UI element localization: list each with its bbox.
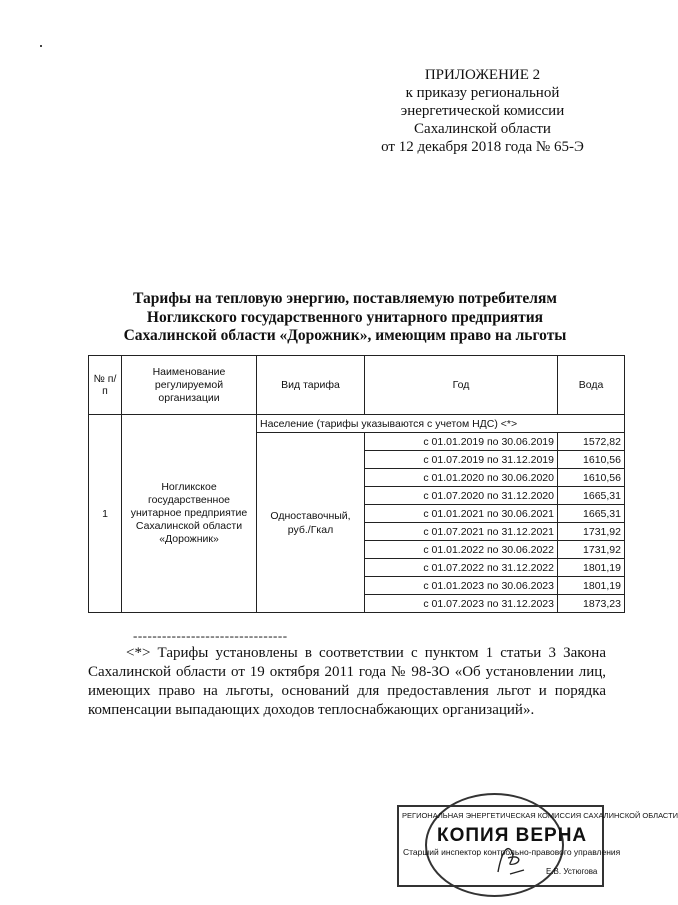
appendix-line: Сахалинской области <box>414 121 551 137</box>
scan-speck <box>40 45 42 47</box>
period-cell: с 01.01.2022 по 30.06.2022 <box>365 541 558 559</box>
title-line: Ногликского государственного унитарного предприятия <box>146 308 544 326</box>
title-line: Тарифы на тепловую энергию, поставляемую потребителям <box>133 290 557 307</box>
stamp-position: Старший инспектор контрольно-правового управления <box>403 847 621 857</box>
value-cell: 1731,92 <box>558 523 625 541</box>
value-cell: 1731,92 <box>558 541 625 559</box>
stamp-org: РЕГИОНАЛЬНАЯ ЭНЕРГЕТИЧЕСКАЯ КОМИССИЯ САХАЛИНСКОЙ ОБЛАСТИ <box>402 811 678 820</box>
period-cell: с 01.01.2019 по 30.06.2019 <box>365 433 558 451</box>
footnote-separator: -------------------------------- <box>133 628 288 643</box>
period-cell: с 01.07.2023 по 31.12.2023 <box>365 595 558 613</box>
value-cell: 1873,23 <box>558 595 625 613</box>
value-cell: 1572,82 <box>558 433 625 451</box>
document-title <box>110 290 580 346</box>
period-cell: с 01.01.2020 по 30.06.2020 <box>365 469 558 487</box>
header-number: № п/п <box>89 356 122 415</box>
table-row <box>89 415 625 433</box>
title-line: Сахалинской области «Дорожник», имеющим право на льготы <box>123 327 567 344</box>
value-cell: 1665,31 <box>558 505 625 523</box>
period-cell: с 01.07.2019 по 31.12.2019 <box>365 451 558 469</box>
stamp-name: Е.В. Устюгова <box>546 867 598 876</box>
value-cell: 1801,19 <box>558 559 625 577</box>
value-cell: 1665,31 <box>558 487 625 505</box>
tariff-type: Одноставочный, руб./Гкал <box>257 433 365 613</box>
period-cell: с 01.07.2022 по 31.12.2022 <box>365 559 558 577</box>
table-header-row <box>89 356 625 415</box>
header-tariff-type: Вид тарифа <box>257 356 365 415</box>
period-cell: с 01.01.2023 по 30.06.2023 <box>365 577 558 595</box>
appendix-date: от 12 декабря 2018 года № 65-Э <box>381 139 584 155</box>
header-water: Вода <box>558 356 625 415</box>
footnote-text: <*> Тарифы установлены в соответствии с пунктом 1 статьи 3 Закона Сахалинской области от 19 октября 2011 года № 98-ЗО «Об установлении лиц, имеющих право на льготы, оснований для предоставления льгот и порядка компенсации выпадающих доходов теплоснабжающих организаций». <box>88 645 606 718</box>
appendix-number: ПРИЛОЖЕНИЕ 2 <box>424 67 541 83</box>
tariff-table <box>88 355 625 613</box>
appendix-header <box>360 66 605 156</box>
stamp-copy-label: КОПИЯ ВЕРНА <box>437 825 588 846</box>
period-cell: с 01.01.2021 по 30.06.2021 <box>365 505 558 523</box>
header-organization: Наименование регулируемой организации <box>122 356 257 415</box>
population-note: Население (тарифы указываются с учетом НДС) <*> <box>257 415 625 433</box>
appendix-line: к приказу региональной <box>405 85 560 101</box>
appendix-line: энергетической комиссии <box>400 103 565 119</box>
period-cell: с 01.07.2020 по 31.12.2020 <box>365 487 558 505</box>
value-cell: 1801,19 <box>558 577 625 595</box>
header-year: Год <box>365 356 558 415</box>
row-number: 1 <box>89 415 122 613</box>
value-cell: 1610,56 <box>558 451 625 469</box>
period-cell: с 01.07.2021 по 31.12.2021 <box>365 523 558 541</box>
signature <box>490 840 530 880</box>
organization-name: Ногликское государственное унитарное предприятие Сахалинской области «Дорожник» <box>122 415 257 613</box>
value-cell: 1610,56 <box>558 469 625 487</box>
